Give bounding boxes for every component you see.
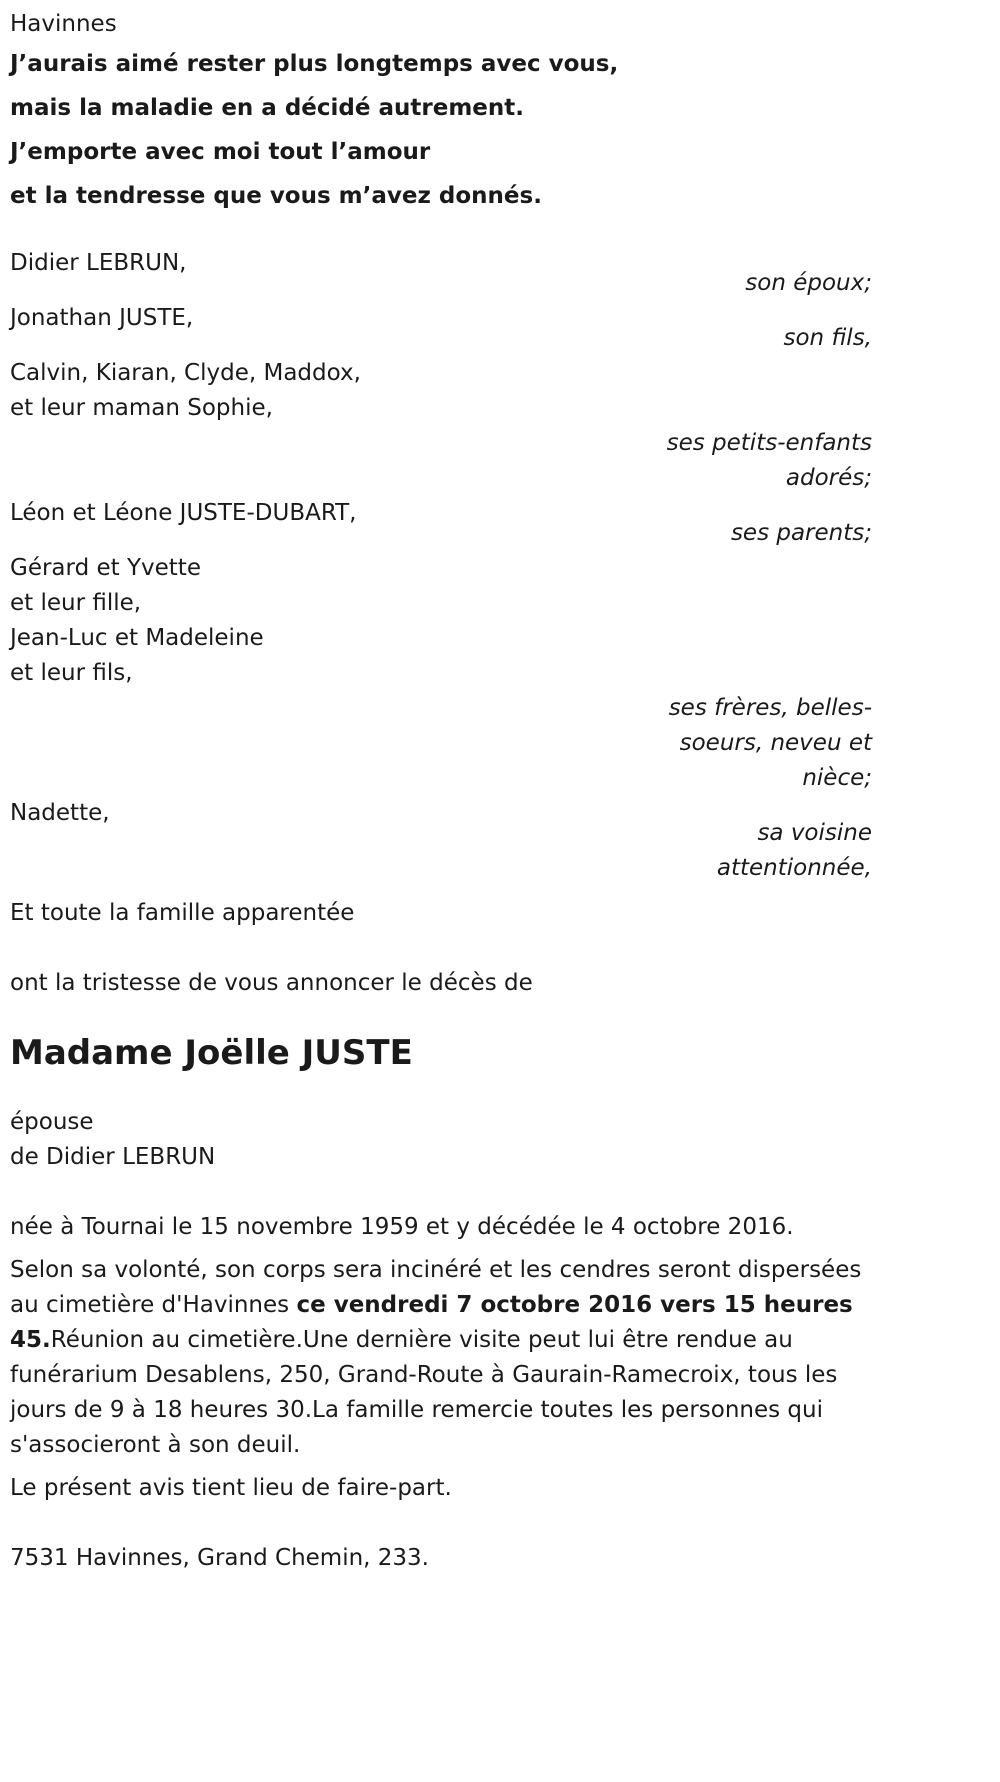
family-relation: ses frères, belles- <box>668 695 872 721</box>
family-names: Didier LEBRUN, <box>10 250 187 276</box>
details-text: Réunion au cimetière.Une dernière visite peut lui être rendue au funérarium Desablens, 250, Grand-Route à Gaurain-Ramecroix, tous les jours de 9 à 18 heures 30.La famille remercie toutes les personnes qui s'associeront à son deuil. <box>10 1327 838 1458</box>
family-names: Jonathan JUSTE, <box>10 305 194 331</box>
poem <box>10 42 872 218</box>
family-all: Et toute la famille apparentée <box>10 900 355 926</box>
family-names: Calvin, Kiaran, Clyde, Maddox, <box>10 360 361 386</box>
deceased-name: Madame Joëlle JUSTE <box>10 1033 413 1073</box>
family-relation: attentionnée, <box>716 855 872 881</box>
family-entry <box>10 246 872 301</box>
family-entry <box>10 496 872 551</box>
family-list <box>10 246 872 886</box>
family-relation: adorés; <box>785 465 872 491</box>
notice: Le présent avis tient lieu de faire-part. <box>10 1475 452 1501</box>
spouse-line: de Didier LEBRUN <box>10 1144 216 1170</box>
spouse-block <box>10 1105 872 1175</box>
family-names: et leur fille, <box>10 590 142 616</box>
family-names: Nadette, <box>10 800 110 826</box>
poem-line: et la tendresse que vous m’avez donnés. <box>10 183 542 209</box>
address: 7531 Havinnes, Grand Chemin, 233. <box>10 1545 429 1571</box>
family-names: Léon et Léone JUSTE-DUBART, <box>10 500 357 526</box>
family-relation: son fils, <box>783 325 872 351</box>
family-names: et leur maman Sophie, <box>10 395 273 421</box>
spouse-line: épouse <box>10 1109 94 1135</box>
funeral-details <box>10 1253 872 1463</box>
obituary-content <box>10 7 872 1576</box>
family-relation: son époux; <box>745 270 872 296</box>
family-relation: soeurs, neveu et <box>679 730 872 756</box>
announcement: ont la tristesse de vous annoncer le décès de <box>10 970 533 996</box>
place-name: Havinnes <box>10 11 117 37</box>
family-relation: ses petits-enfants <box>666 430 872 456</box>
details-text: Selon sa volonté, son corps sera incinéré et les cendres seront dispersées au cimetière d'Havinnes <box>10 1257 862 1318</box>
poem-line: mais la maladie en a décidé autrement. <box>10 95 524 121</box>
family-relation: sa voisine <box>757 820 872 846</box>
family-names: Jean-Luc et Madeleine <box>10 625 264 651</box>
family-entry <box>10 796 872 886</box>
funeral-date: ce vendredi 7 octobre 2016 vers 15 heures 45. <box>10 1292 853 1353</box>
family-entry <box>10 301 872 356</box>
family-relation: nièce; <box>802 765 872 791</box>
family-relation: ses parents; <box>730 520 872 546</box>
poem-line: J’aurais aimé rester plus longtemps avec vous, <box>10 51 619 77</box>
birth-death: née à Tournai le 15 novembre 1959 et y décédée le 4 octobre 2016. <box>10 1214 794 1240</box>
family-names: et leur fils, <box>10 660 133 686</box>
family-entry <box>10 551 872 796</box>
poem-line: J’emporte avec moi tout l’amour <box>10 139 431 165</box>
family-names: Gérard et Yvette <box>10 555 201 581</box>
family-entry <box>10 356 872 496</box>
